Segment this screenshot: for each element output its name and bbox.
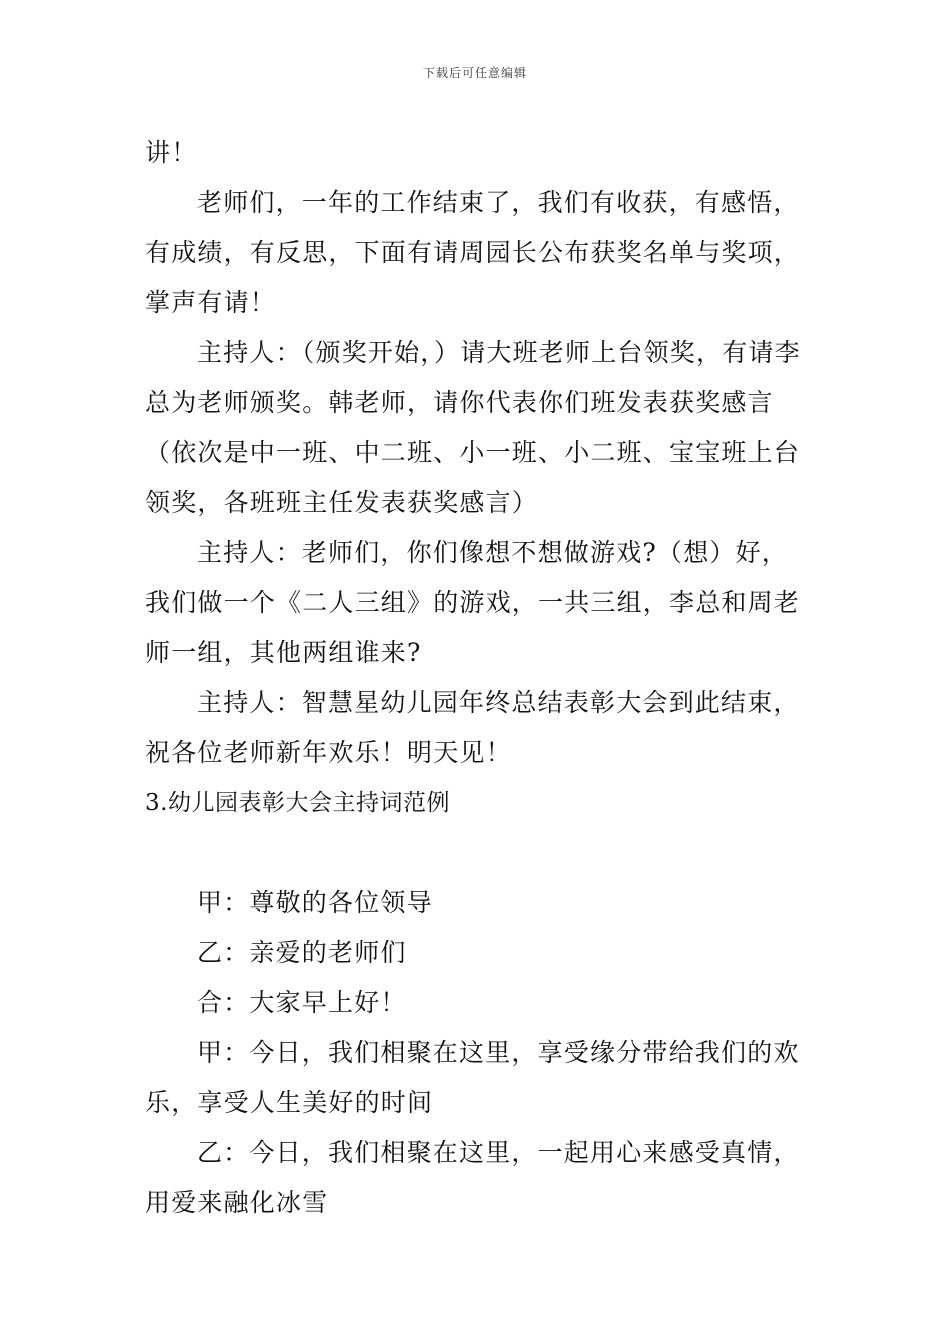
blank-line xyxy=(145,828,810,878)
document-body xyxy=(145,128,810,1228)
dialogue-line: 甲：尊敬的各位领导 xyxy=(197,888,433,917)
dialogue-line: 甲：今日，我们相聚在这里，享受缘分带给我们的欢乐，享受人生美好的时间 xyxy=(145,1038,800,1117)
dialogue-line: 乙：亲爱的老师们 xyxy=(197,938,407,967)
paragraph-game: 主持人：老师们，你们像想不想做游戏?（想）好，我们做一个《二人三组》的游戏，一共三组，李总和周老师一组，其他两组谁来? xyxy=(145,538,801,667)
dialogue-line: 合：大家早上好！ xyxy=(197,988,407,1017)
section-heading: 3.幼儿园表彰大会主持词范例 xyxy=(145,790,450,816)
dialogue-line: 乙：今日，我们相聚在这里，一起用心来感受真情，用爱来融化冰雪 xyxy=(145,1138,800,1217)
paragraph-awards-intro: 老师们，一年的工作结束了，我们有收获，有感悟，有成绩，有反思，下面有请周园长公布获奖名单与奖项，掌声有请！ xyxy=(145,188,801,317)
paragraph-closing: 主持人：智慧星幼儿园年终总结表彰大会到此结束，祝各位老师新年欢乐！明天见！ xyxy=(145,688,800,767)
paragraph-continuation: 讲！ xyxy=(145,138,198,167)
page-header: 下载后可任意编辑 xyxy=(422,66,527,80)
paragraph-award-ceremony: 主持人：（颁奖开始，）请大班老师上台领奖，有请李总为老师颁奖。韩老师，请你代表你们班发表获奖感言（依次是中一班、中二班、小一班、小二班、宝宝班上台领奖，各班班主任发表获奖感言） xyxy=(145,338,801,517)
